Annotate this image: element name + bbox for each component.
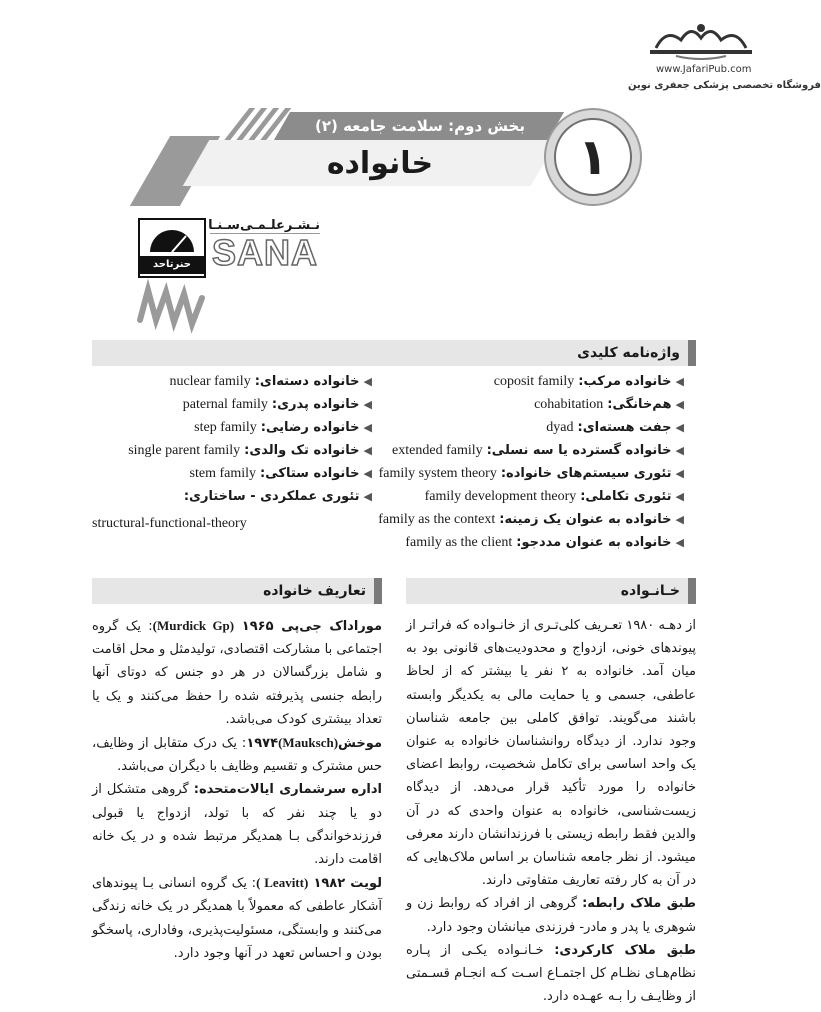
bullet-icon: ◀ bbox=[363, 467, 372, 480]
family-paragraph: از دهـه ۱۹۸۰ تعـریف کلی‌تـری از خانـواده که فراتـر از پیوندهای خونی، ازدواج و محدودیت‌های قانونی بود به میان آمد. خانواده به ۲ نفر یا بیشتر که از لحاظ عاطفی، جسمی و یا حمایت مالی به یکدیگر وابسته باشند می‌گویند. توافق کاملی بین جامعه شناسان وجود ندارد. از دیدگاه روانشناسان خانواده به عنوان یک واحد اساسی برای تکامل شخصیت، روابط اعضای خانواده را مورد تأکید قرار می‌دهد. از دیدگاه زیست‌شناسی، خانواده به عنوان واحدی که در آن والدین فقط رابطه زیستی با فرزندانشان دارند معرفی میشود. از نظر جامعه شناسان بر اساس ملاک‌هایی که در آن به کار رفته تعاریف متفاوتی دارند. bbox=[406, 618, 697, 889]
brand-tagline: فروشگاه تخصصی پزشکی جعفری نوین bbox=[628, 80, 821, 91]
part-title: بخش دوم: سلامت جامعه (۲) bbox=[314, 117, 526, 135]
keyword-item: ◀خانواده به عنوان مددجو:family as the client bbox=[378, 531, 684, 554]
bullet-icon: ◀ bbox=[675, 444, 684, 457]
bullet-icon: ◀ bbox=[363, 490, 372, 503]
chapter-number: ۱ bbox=[554, 118, 632, 196]
family-column bbox=[406, 614, 696, 1008]
bullet-icon: ◀ bbox=[363, 375, 372, 388]
jafari-crown-logo-icon bbox=[636, 18, 766, 62]
bullet-icon: ◀ bbox=[675, 421, 684, 434]
publisher-label: نـشـرعلـمـی‌سـنـا bbox=[208, 218, 320, 233]
bullet-icon: ◀ bbox=[675, 513, 684, 526]
family-relation-paragraph: طبق ملاک رابطه: گروهی از افراد که روابط زن و شوهری یا پدر و مادر- فرزندی میانشان وجود دارد. bbox=[406, 896, 696, 935]
bullet-icon: ◀ bbox=[675, 375, 684, 388]
bullet-icon: ◀ bbox=[363, 398, 372, 411]
keyword-item: ◀تئوری عملکردی - ساختاری: bbox=[128, 485, 372, 508]
definitions-heading-bar bbox=[92, 578, 382, 604]
brand-logo bbox=[628, 18, 821, 110]
keyword-item: ◀جفت هسته‌ای:dyad bbox=[378, 416, 684, 439]
keyword-item: ◀تئوری تکاملی:family development theory bbox=[378, 485, 684, 508]
keyword-item: ◀خانواده ستاکی:stem family bbox=[128, 462, 372, 485]
definition-leavitt: لویت ۱۹۸۲ (Leavitt ): یک گروه انسانی بـا پیوندهای آشکار عاطفی که معمولاً با همدیگر در یک خانه زندگی می‌کنند و وابستگی، مسئولیت‌پذیری، وفاداری، پاسخگو بودن و احساس تعهد در آنها وجود دارد. bbox=[92, 875, 382, 961]
brand-url[interactable]: www.JafariPub.com bbox=[656, 64, 752, 75]
publisher-badge bbox=[138, 218, 206, 278]
family-heading: خـانـواده bbox=[620, 583, 680, 599]
keywords-heading: واژه‌نامه کلیدی bbox=[577, 345, 680, 361]
family-function-paragraph: طبق ملاک کارکردی: خـانـواده یکـی از پـاره نظام‌هـای نظـام کل اجتمـاع اسـت کـه انجـام قسـمتی از وظایـف را بـه عهـده دارد. bbox=[406, 942, 696, 1005]
keyword-item: ◀خانواده گسترده یا سه نسلی:extended family bbox=[378, 439, 684, 462]
definitions-column bbox=[92, 614, 382, 965]
keywords-right-list bbox=[378, 370, 684, 554]
definition-murdick: موراداک جی‌پی ۱۹۶۵ (Murdick Gp): یک گروه اجتماعی با مشارکت اقتصادی، تولیدمثل و محل اقامت و شامل بزرگسالان در هر دو جنس که دوتای آنها رابطه جنسی پذیرفته شده را حفظ می‌کنند و یک یا تعداد بیشتری کودک می‌باشد. bbox=[92, 618, 382, 727]
keyword-item: ◀خانواده به عنوان یک زمینه:family as the context bbox=[378, 508, 684, 531]
definition-census: اداره سرشماری ایالات‌متحده: گروهی متشکل از دو یا چند نفر که با تولد، ازدواج یا قبولی فرزندخواندگی بـا همدیگر مرتبط شده و در یک خانه اقامت دارند. bbox=[92, 782, 383, 868]
keywords-left-list bbox=[128, 370, 372, 508]
gauge-icon bbox=[140, 222, 204, 256]
family-heading-bar bbox=[406, 578, 696, 604]
bullet-icon: ◀ bbox=[675, 490, 684, 503]
keywords-heading-bar bbox=[92, 340, 696, 366]
bullet-icon: ◀ bbox=[363, 421, 372, 434]
keyword-structural-functional: structural-functional-theory bbox=[92, 516, 247, 531]
bullet-icon: ◀ bbox=[363, 444, 372, 457]
keyword-item: ◀تئوری سیستم‌های خانواده:family system theory bbox=[378, 462, 684, 485]
keyword-item: ◀خانواده دسته‌ای:nuclear family bbox=[128, 370, 372, 393]
keyword-item: ◀خانواده مرکب:coposit family bbox=[378, 370, 684, 393]
publisher-sana: SANA bbox=[212, 232, 319, 273]
chapter-title: خانواده bbox=[326, 146, 434, 181]
decorative-scribble-icon bbox=[136, 280, 206, 330]
bullet-icon: ◀ bbox=[675, 536, 684, 549]
keyword-item: ◀هم‌خانگی:cohabitation bbox=[378, 393, 684, 416]
definitions-heading: تعاریف خانواده bbox=[263, 583, 366, 599]
definition-mauksch: موخش(Mauksch)۱۹۷۴: یک درک متقابل از وظایف، حس مشترک و تقسیم وظایف با دیگران می‌باشد. bbox=[92, 735, 382, 775]
keyword-item: ◀خانواده پدری:paternal family bbox=[128, 393, 372, 416]
bullet-icon: ◀ bbox=[675, 467, 684, 480]
publisher-badge-text: حنرتاحد bbox=[140, 256, 204, 274]
bullet-icon: ◀ bbox=[675, 398, 684, 411]
keyword-item: ◀خانواده تک والدی:single parent family bbox=[128, 439, 372, 462]
keyword-item: ◀خانواده رضایی:step family bbox=[128, 416, 372, 439]
